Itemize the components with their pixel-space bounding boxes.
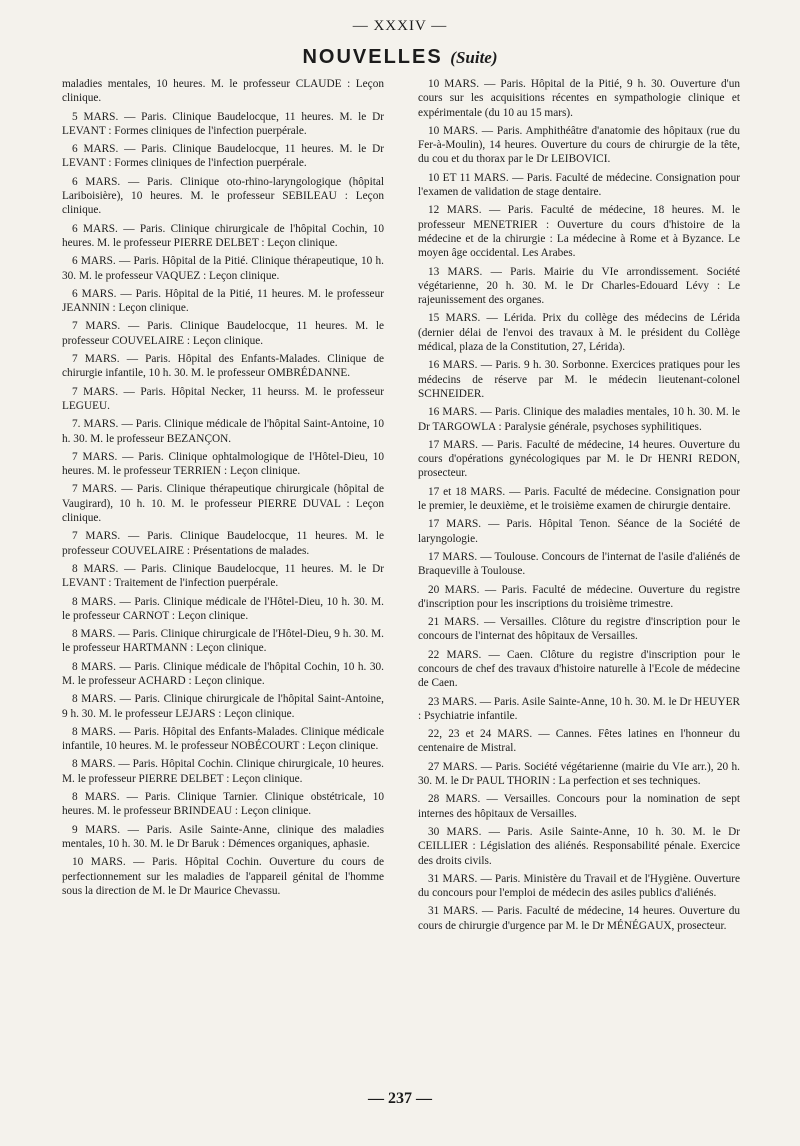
news-entry: 12 MARS. — Paris. Faculté de médecine, 18 heures. M. le professeur MENETRIER : Ouverture du cours d'histoire de la médecine et de la chirurgie : La médecine à Rome et à Byzance. Le moyen âge occidental. Les Arabes.: [418, 204, 740, 260]
news-entry: 6 MARS. — Paris. Hôpital de la Pitié. Clinique thérapeutique, 10 h. 30. M. le professeur VAQUEZ : Leçon clinique.: [62, 255, 384, 282]
news-entry: 10 ET 11 MARS. — Paris. Faculté de médecine. Consignation pour l'examen de validation de stage dentaire.: [418, 171, 740, 199]
news-entry: 28 MARS. — Versailles. Concours pour la nomination de sept internes des hôpitaux de Versailles.: [418, 793, 740, 820]
news-columns: [62, 77, 740, 1082]
news-entry: 21 MARS. — Versailles. Clôture du registre d'inscription pour le concours de l'internat des hôpitaux de Versailles.: [418, 616, 740, 643]
news-entry: 8 MARS. — Paris. Hôpital des Enfants-Malades. Clinique médicale infantile, 10 heures. M. le professeur NOBÉCOURT : Leçon clinique.: [62, 725, 384, 753]
news-entry: 8 MARS. — Paris. Clinique chirurgicale de l'Hôtel-Dieu, 9 h. 30. M. le professeur HARTMANN : Leçon clinique.: [62, 628, 384, 655]
news-entry: 10 MARS. — Paris. Hôpital Cochin. Ouverture du cours de perfectionnement sur les maladies de l'appareil génital de l'homme sous la direction de M. le Dr Maurice Chevassu.: [62, 856, 384, 897]
news-entry: 7 MARS. — Paris. Hôpital des Enfants-Malades. Clinique de chirurgie infantile, 10 h. 30. M. le professeur OMBRÉDANNE.: [62, 353, 384, 380]
news-entry: 8 MARS. — Paris. Clinique chirurgicale de l'hôpital Saint-Antoine, 9 h. 30. M. le professeur LEJARS : Leçon clinique.: [62, 693, 384, 720]
news-entry: 8 MARS. — Paris. Clinique médicale de l'Hôtel-Dieu, 10 h. 30. M. le professeur CARNOT : Leçon clinique.: [62, 595, 384, 622]
news-entry: 10 MARS. — Paris. Amphithéâtre d'anatomie des hôpitaux (rue du Fer-à-Moulin), 14 heures. Ouverture du cours de chirurgie de la tête, du cou et du thorax par le Dr LEIBOVICI.: [418, 124, 740, 166]
news-entry: 23 MARS. — Paris. Asile Sainte-Anne, 10 h. 30. M. le Dr HEUYER : Psychiatrie infantile.: [418, 695, 740, 722]
title-text: NOUVELLES: [302, 46, 443, 68]
news-entry: 22 MARS. — Caen. Clôture du registre d'inscription pour le concours de chef des travaux d'histoire naturelle à l'Ecole de médecine de Caen.: [418, 648, 740, 690]
news-entry: 7 MARS. — Paris. Clinique thérapeutique chirurgicale (hôpital de Vaugirard), 10 h. 10. M. le professeur PIERRE DUVAL : Leçon clinique.: [62, 483, 384, 525]
news-entry: maladies mentales, 10 heures. M. le professeur CLAUDE : Leçon clinique.: [62, 78, 384, 105]
news-entry: 7 MARS. — Paris. Clinique ophtalmologique de l'Hôtel-Dieu, 10 heures. M. le professeur TERRIEN : Leçon clinique.: [62, 450, 384, 478]
news-entry: 6 MARS. — Paris. Clinique chirurgicale de l'hôpital Cochin, 10 heures. M. le professeur PIERRE DELBET : Leçon clinique.: [62, 222, 384, 249]
news-entry: 8 MARS. — Paris. Clinique Baudelocque, 11 heures. M. le Dr LEVANT : Traitement de l'infection puerpérale.: [62, 562, 384, 590]
news-entry: 27 MARS. — Paris. Société végétarienne (mairie du VIe arr.), 20 h. 30. M. le Dr PAUL THORIN : La perfection et ses techniques.: [418, 760, 740, 788]
news-entry: 30 MARS. — Paris. Asile Sainte-Anne, 10 h. 30. M. le Dr CEILLIER : Législation des aliénés. Responsabilité pénale. Exercice des droits civils.: [418, 825, 740, 867]
news-entry: 7 MARS. — Paris. Hôpital Necker, 11 heurss. M. le professeur LEGUEU.: [62, 385, 384, 412]
section-title: [0, 46, 800, 69]
news-entry: 31 MARS. — Paris. Faculté de médecine, 14 heures. Ouverture du cours de chirurgie d'urgence par M. le Dr MÉNÉGAUX, prosecteur.: [418, 905, 740, 932]
news-entry: 7 MARS. — Paris. Clinique Baudelocque, 11 heures. M. le professeur COUVELAIRE : Leçon clinique.: [62, 320, 384, 347]
left-column: [62, 77, 384, 1082]
news-entry: 8 MARS. — Paris. Clinique médicale de l'hôpital Cochin, 10 h. 30. M. le professeur ACHARD : Leçon clinique.: [62, 660, 384, 687]
right-column: [418, 77, 740, 1082]
news-entry: 17 MARS. — Paris. Faculté de médecine, 14 heures. Ouverture du cours d'opérations gynécologiques par M. le Dr HENRI REDON, prosecteur.: [418, 438, 740, 480]
news-entry: 31 MARS. — Paris. Ministère du Travail et de l'Hygiène. Ouverture du concours pour l'emploi de médecin des asiles publics d'aliénés.: [418, 872, 740, 900]
news-entry: 5 MARS. — Paris. Clinique Baudelocque, 11 heures. M. le Dr LEVANT : Formes cliniques de l'infection puerpérale.: [62, 110, 384, 137]
news-entry: 6 MARS. — Paris. Clinique Baudelocque, 11 heures. M. le Dr LEVANT : Formes cliniques de l'infection puerpérale.: [62, 143, 384, 170]
news-entry: 10 MARS. — Paris. Hôpital de la Pitié, 9 h. 30. Ouverture d'un cours sur les acquisitions récentes en sympathologie clinique et expérimentale (du 10 au 15 mars).: [418, 78, 740, 119]
news-entry: 8 MARS. — Paris. Hôpital Cochin. Clinique chirurgicale, 10 heures. M. le professeur PIERRE DELBET : Leçon clinique.: [62, 758, 384, 785]
news-entry: 16 MARS. — Paris. Clinique des maladies mentales, 10 h. 30. M. le Dr TARGOWLA : Paralysie générale, psychoses syphilitiques.: [418, 406, 740, 433]
news-entry: 8 MARS. — Paris. Clinique Tarnier. Clinique obstétricale, 10 heures. M. le professeur BRINDEAU : Leçon clinique.: [62, 791, 384, 818]
title-suite: (Suite): [450, 48, 498, 67]
news-entry: 17 MARS. — Paris. Hôpital Tenon. Séance de la Société de laryngologie.: [418, 518, 740, 545]
news-entry: 7. MARS. — Paris. Clinique médicale de l'hôpital Saint-Antoine, 10 h. 30. M. le professeur BEZANÇON.: [62, 418, 384, 445]
news-entry: 22, 23 et 24 MARS. — Cannes. Fêtes latines en l'honneur du centenaire de Mistral.: [418, 728, 740, 755]
roman-page-number: — XXXIV —: [352, 18, 448, 34]
news-entry: 6 MARS. — Paris. Clinique oto-rhino-laryngologique (hôpital Lariboisière), 10 heures. M. le professeur SEBILEAU : Leçon clinique.: [62, 175, 384, 217]
news-entry: 7 MARS. — Paris. Clinique Baudelocque, 11 heures. M. le professeur COUVELAIRE : Présentations de malades.: [62, 530, 384, 557]
news-entry: 17 MARS. — Toulouse. Concours de l'internat de l'asile d'aliénés de Braqueville à Toulouse.: [418, 550, 740, 578]
news-entry: 16 MARS. — Paris. 9 h. 30. Sorbonne. Exercices pratiques pour les médecins de réserve par M. le médecin lieutenant-colonel SCHNEIDER.: [418, 359, 740, 400]
page-number: — 237 —: [368, 1090, 432, 1107]
news-entry: 13 MARS. — Paris. Mairie du VIe arrondissement. Société végétarienne, 20 h. 30. M. le Dr Charles-Edouard Lévy : Le rajeunissement des organes.: [418, 265, 740, 307]
news-entry: 17 et 18 MARS. — Paris. Faculté de médecine. Consignation pour le premier, le deuxième, et le troisième examen de chirurgie dentaire.: [418, 485, 740, 513]
news-entry: 15 MARS. — Lérida. Prix du collège des médecins de Lérida (dernier délai de l'envoi des travaux à M. le président du Collège médical, plaza de la Constitution, 27, Lérida).: [418, 312, 740, 354]
news-entry: 6 MARS. — Paris. Hôpital de la Pitié, 11 heures. M. le professeur JEANNIN : Leçon clinique.: [62, 287, 384, 315]
news-entry: 9 MARS. — Paris. Asile Sainte-Anne, clinique des maladies mentales, 10 h. 30. M. le Dr Baruk : Démences organiques, aphasie.: [62, 823, 384, 850]
news-entry: 20 MARS. — Paris. Faculté de médecine. Ouverture du registre d'inscription pour les inscriptions du troisième trimestre.: [418, 583, 740, 610]
